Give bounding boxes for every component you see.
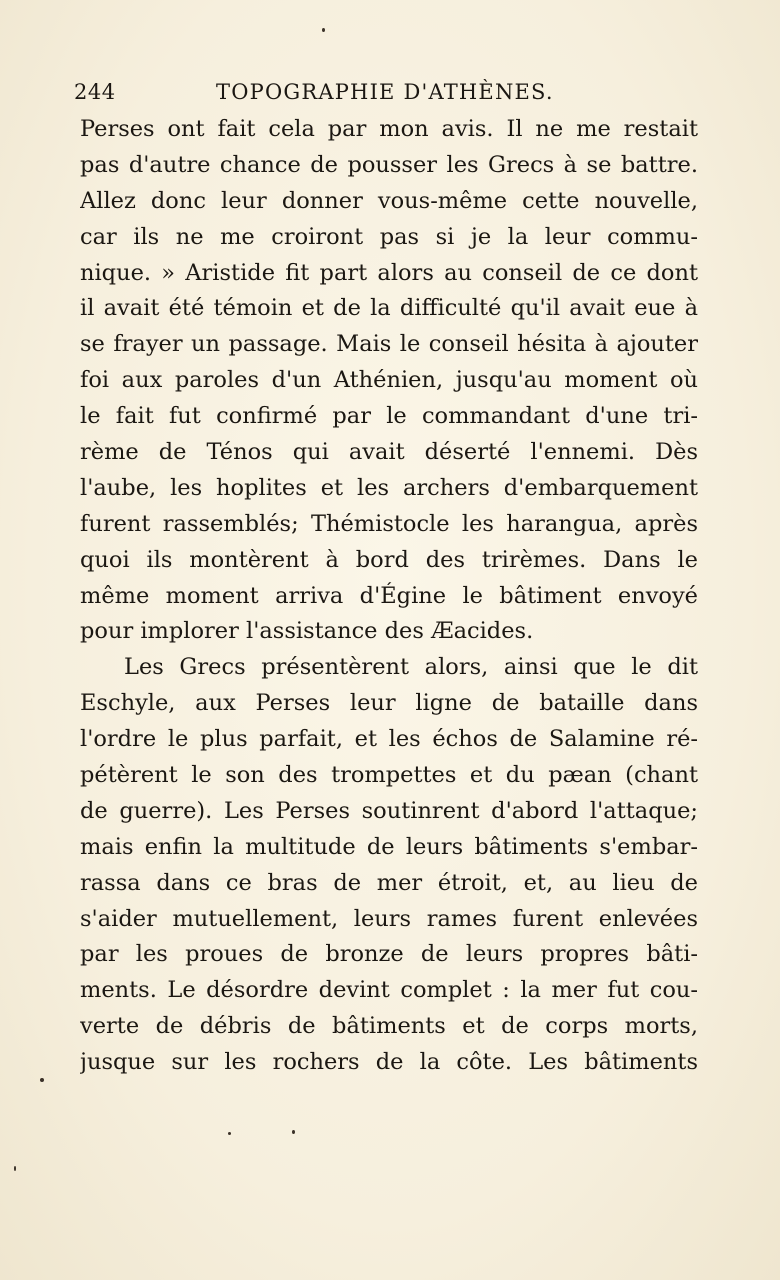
text-line: foi aux paroles d'un Athénien, jusqu'au moment où [80, 367, 698, 394]
text-line: pas d'autre chance de pousser les Grecs à se battre. [80, 151, 698, 178]
text-line: il avait été témoin et de la difficulté qu'il avait eue à [80, 295, 698, 322]
ink-speck [292, 1130, 295, 1134]
text-line: le fait fut confirmé par le commandant d'une tri- [80, 403, 698, 430]
ink-speck [40, 1078, 44, 1082]
text-line: pétèrent le son des trompettes et du pæan (chant [80, 762, 698, 789]
ink-speck [228, 1132, 231, 1135]
text-line: Perses ont fait cela par mon avis. Il ne me restait [80, 116, 698, 142]
text-line: s'aider mutuellement, leurs rames furent enlevées [80, 905, 698, 932]
text-line: même moment arriva d'Égine le bâtiment envoyé [80, 582, 698, 609]
text-line: de guerre). Les Perses soutinrent d'abord l'attaque; [80, 797, 698, 824]
text-line: l'aube, les hoplites et les archers d'embarquement [80, 474, 698, 501]
text-line: mais enfin la multitude de leurs bâtiments s'embar- [80, 833, 698, 860]
running-head: TOPOGRAPHIE D'ATHÈNES. [216, 80, 554, 104]
text-line: jusque sur les rochers de la côte. Les bâtiments [80, 1049, 698, 1076]
page-header [74, 76, 704, 110]
text-line: verte de débris de bâtiments et de corps morts, [80, 1013, 698, 1040]
text-line: par les proues de bronze de leurs propres bâti- [80, 941, 698, 968]
page-number: 244 [74, 80, 116, 104]
text-line: quoi ils montèrent à bord des trirèmes. Dans le [80, 546, 698, 573]
text-line: Eschyle, aux Perses leur ligne de bataille dans [80, 690, 698, 717]
text-line: se frayer un passage. Mais le conseil hésita à ajouter [80, 331, 698, 358]
body-text [80, 112, 698, 1081]
paragraph-end-line: pour implorer l'assistance des Æacides. [80, 618, 534, 645]
text-line: Allez donc leur donner vous-même cette nouvelle, [80, 187, 698, 214]
text-line: car ils ne me croiront pas si je la leur commu- [80, 223, 698, 250]
ink-speck [322, 28, 325, 32]
paragraph-start-line: Les Grecs présentèrent alors, ainsi que le dit [124, 654, 698, 681]
text-line: furent rassemblés; Thémistocle les harangua, après [80, 510, 698, 537]
ink-speck [14, 1166, 16, 1171]
text-line: nique. » Aristide fit part alors au conseil de ce dont [80, 259, 698, 286]
text-line: rassa dans ce bras de mer étroit, et, au lieu de [80, 869, 698, 896]
text-line: ments. Le désordre devint complet : la mer fut cou- [80, 977, 698, 1004]
text-line: rème de Ténos qui avait déserté l'ennemi. Dès [80, 439, 698, 466]
text-line: l'ordre le plus parfait, et les échos de Salamine ré- [80, 726, 698, 753]
